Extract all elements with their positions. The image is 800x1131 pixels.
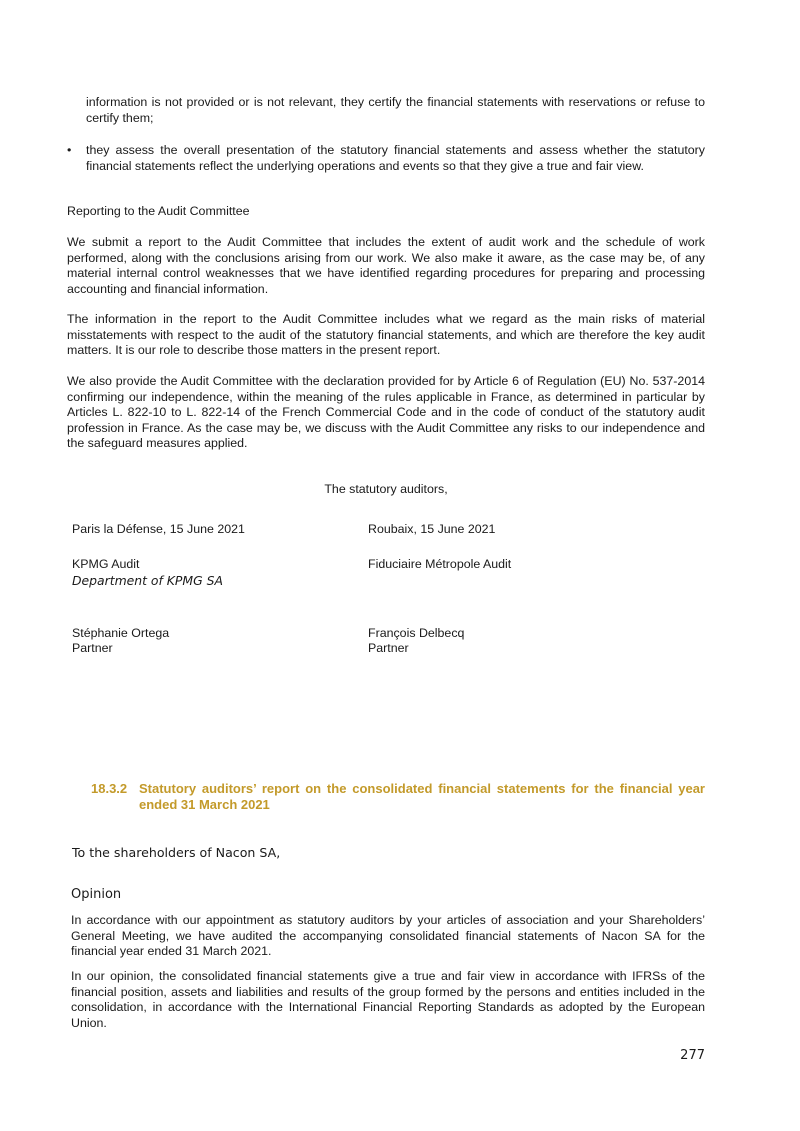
left-firm-sub: Department of KPMG SA (72, 573, 223, 588)
reporting-heading: Reporting to the Audit Committee (67, 204, 250, 218)
left-firm: KPMG Audit (72, 557, 140, 571)
right-signatory-role: Partner (368, 641, 409, 655)
page-number: 277 (680, 1048, 705, 1063)
opinion-paragraph-2: In our opinion, the consolidated financial statements give a true and fair view in accordance with IFRSs of the financial position, assets and liabilities and results of the group formed by the persons and entities included in the consolidation, in accordance with the International Financial Reporting Standards as adopted by the European Union. (71, 969, 705, 1030)
bullet-marker: • (67, 143, 72, 157)
left-signatory-role: Partner (72, 641, 113, 655)
reporting-paragraph-3: We also provide the Audit Committee with the declaration provided for by Article 6 of Regulation (EU) No. 537-2014 confirming our independence, within the meaning of the rules applicable in France, as determined in particular by Articles L. 822-10 to L. 822-14 of the French Commercial Code and in the code of conduct of the statutory audit profession in France. As the case may be, we discuss with the Audit Committee any risks to our independence and the safeguard measures applied. (67, 374, 705, 451)
opinion-heading: Opinion (71, 887, 122, 902)
left-signatory-name: Stéphanie Ortega (72, 626, 170, 640)
right-signatory-name: François Delbecq (368, 626, 465, 640)
opinion-paragraph-1: In accordance with our appointment as statutory auditors by your articles of association and your Shareholders’ General Meeting, we have audited the accompanying consolidated financial statements of Nacon SA for the financial year ended 31 March 2021. (71, 913, 705, 959)
reporting-paragraph-1: We submit a report to the Audit Committee that includes the extent of audit work and the schedule of work performed, along with the conclusions arising from our work. We also make it aware, as the case may be, of any material internal control weaknesses that we have identified regarding procedures for preparing and processing accounting and financial information. (67, 235, 705, 296)
right-firm: Fiduciaire Métropole Audit (368, 557, 512, 571)
left-place-date: Paris la Défense, 15 June 2021 (72, 522, 245, 536)
salutation: To the shareholders of Nacon SA, (72, 845, 281, 860)
right-place-date: Roubaix, 15 June 2021 (368, 522, 496, 536)
continuation-paragraph: information is not provided or is not relevant, they certify the financial statements with reservations or refuse to certify them; (86, 95, 705, 125)
section-title: Statutory auditors’ report on the consolidated financial statements for the financial year ended 31 March 2021 (139, 781, 705, 812)
bullet-text: they assess the overall presentation of the statutory financial statements and assess whether the statutory financial statements reflect the underlying operations and events so that they give a true and fair view. (86, 143, 705, 173)
section-number: 18.3.2 (91, 781, 128, 796)
reporting-paragraph-2: The information in the report to the Audit Committee includes what we regard as the main risks of material misstatements with respect to the audit of the statutory financial statements, and which are therefore the key audit matters. It is our role to describe those matters in the present report. (67, 312, 705, 358)
signatures-title: The statutory auditors, (324, 482, 448, 496)
